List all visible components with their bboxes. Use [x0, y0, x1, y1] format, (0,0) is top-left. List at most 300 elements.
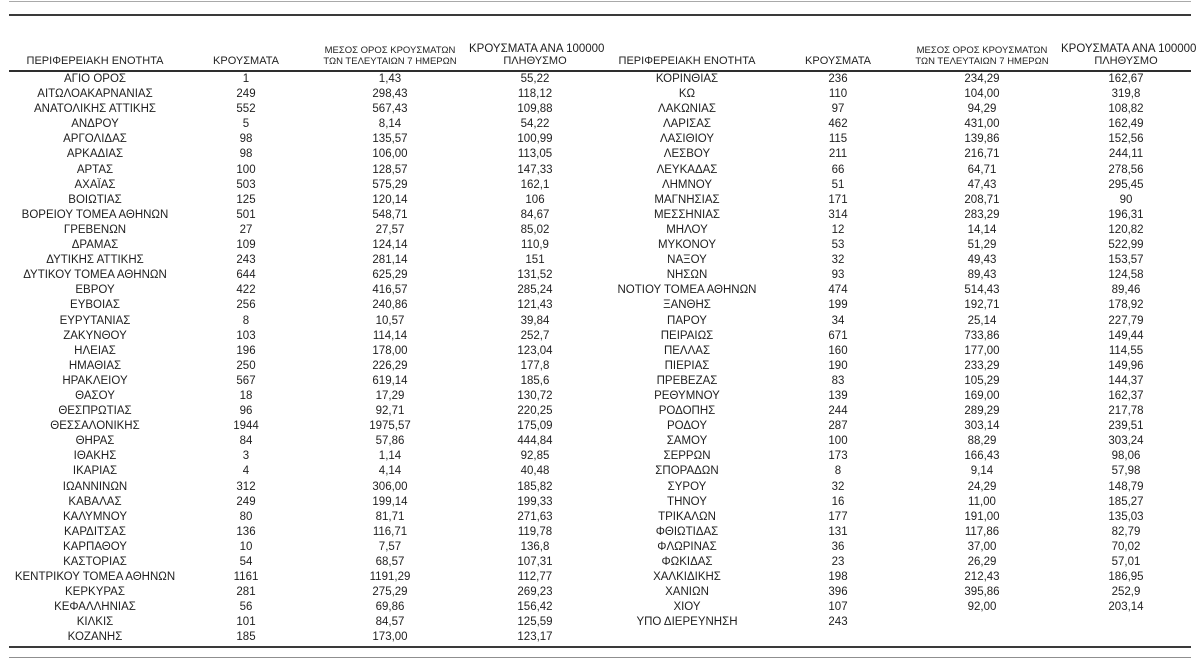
- per100k-cell: 108,82: [1108, 103, 1144, 116]
- cases-cell: 281: [236, 586, 256, 599]
- cases-cell: 501: [236, 208, 256, 221]
- cases-cell: 190: [828, 359, 848, 372]
- table-row: [601, 208, 1191, 223]
- table-header-left: [9, 16, 605, 71]
- avg7-cell: 192,71: [964, 299, 1000, 312]
- region-cell: ΠΙΕΡΙΑΣ: [664, 359, 710, 372]
- cases-cell: 32: [831, 254, 845, 267]
- avg7-cell: 84,57: [375, 616, 405, 629]
- table-row: [9, 87, 601, 102]
- avg7-cell: 116,71: [372, 525, 408, 538]
- avg7-cell: 199,14: [372, 495, 408, 508]
- cases-cell: 196: [236, 344, 256, 357]
- cases-cell: 236: [828, 73, 848, 85]
- table-row: [9, 71, 601, 87]
- region-cell: ΒΟΡΕΙΟΥ ΤΟΜΕΑ ΑΘΗΝΩΝ: [21, 208, 169, 221]
- cases-cell: 115: [828, 133, 848, 146]
- cases-cell: 644: [236, 269, 256, 282]
- cases-cell: 34: [831, 314, 845, 327]
- table-row: [9, 555, 601, 570]
- column-header-region: ΠΕΡΙΦΕΡΕΙΑΚΗ ΕΝΟΤΗΤΑ: [601, 16, 773, 71]
- region-cell: ΑΡΚΑΔΙΑΣ: [66, 148, 124, 161]
- region-cell: ΦΛΩΡΙΝΑΣ: [657, 540, 717, 553]
- region-cell: ΕΒΡΟΥ: [75, 284, 115, 297]
- avg7-cell: 166,43: [964, 450, 1000, 463]
- column-header-per100k-line2: ΠΛΗΘΥΣΜΟ: [1094, 55, 1158, 67]
- region-cell: ΧΑΛΚΙΔΙΚΗΣ: [653, 571, 721, 584]
- cases-cell: 1161: [233, 571, 259, 584]
- table-row: [9, 208, 601, 223]
- avg7-cell: 81,71: [375, 510, 405, 523]
- avg7-cell: 114,14: [372, 329, 408, 342]
- per100k-cell: 112,77: [517, 571, 553, 584]
- table-row: [601, 419, 1191, 434]
- region-cell: ΧΑΝΙΩΝ: [665, 586, 709, 599]
- cases-cell: 8: [242, 314, 250, 327]
- region-cell: ΜΑΓΝΗΣΙΑΣ: [654, 193, 720, 206]
- avg7-cell: 240,86: [372, 299, 408, 312]
- cases-cell: 101: [236, 616, 256, 629]
- per100k-cell: 39,84: [520, 314, 550, 327]
- avg7-cell: 57,86: [375, 435, 405, 448]
- cases-cell: 287: [828, 420, 848, 433]
- avg7-cell: 94,29: [967, 103, 997, 116]
- avg7-cell: 733,86: [964, 329, 1000, 342]
- per100k-cell: 244,11: [1108, 148, 1144, 161]
- avg7-cell: 9,14: [970, 465, 994, 478]
- cases-cell: 211: [828, 148, 848, 161]
- column-header-cases: ΚΡΟΥΣΜΑΤΑ: [773, 16, 903, 71]
- region-cell: ΚΑΡΠΑΘΟΥ: [63, 540, 127, 553]
- per100k-cell: 107,31: [517, 556, 553, 568]
- avg7-cell: 104,00: [964, 88, 1000, 101]
- per100k-cell: 82,79: [1111, 525, 1141, 538]
- cases-cell: 16: [831, 495, 845, 508]
- region-cell: ΜΕΣΣΗΝΙΑΣ: [653, 208, 721, 221]
- avg7-cell: 169,00: [964, 389, 1000, 402]
- table-row: [601, 314, 1191, 329]
- region-cell: ΝΑΞΟΥ: [667, 254, 707, 267]
- avg7-cell: 575,29: [372, 178, 408, 191]
- table-row: [601, 359, 1191, 374]
- avg7-cell: 4,14: [378, 465, 402, 478]
- per100k-cell: 185,27: [1108, 495, 1144, 508]
- table-row: [9, 117, 601, 132]
- region-cell: ΝΗΣΩΝ: [666, 269, 708, 282]
- avg7-cell: 1975,57: [369, 420, 411, 433]
- table-row: [601, 283, 1191, 298]
- table-row: [9, 449, 601, 464]
- avg7-cell: 1,14: [378, 450, 402, 463]
- table-row: [601, 344, 1191, 359]
- per100k-cell: 106: [525, 193, 545, 206]
- table-row: [601, 374, 1191, 389]
- table-row: [601, 117, 1191, 132]
- per100k-cell: 125,59: [517, 616, 553, 629]
- avg7-cell: 177,00: [964, 344, 1000, 357]
- table-row: [9, 419, 601, 434]
- per100k-cell: 118,12: [517, 88, 553, 101]
- avg7-cell: 306,00: [372, 480, 408, 493]
- avg7-cell: 275,29: [372, 586, 408, 599]
- cases-cell: 314: [828, 208, 848, 221]
- avg7-cell: 208,71: [964, 193, 1000, 206]
- cases-cell: 185: [236, 631, 256, 644]
- region-cell: ΘΗΡΑΣ: [75, 435, 115, 448]
- table-row: [9, 102, 601, 117]
- cases-cell: 198: [828, 571, 848, 584]
- cases-cell: 250: [236, 359, 256, 372]
- table-row: [9, 178, 601, 193]
- per100k-cell: 217,78: [1108, 405, 1144, 418]
- per100k-cell: 162,67: [1108, 73, 1144, 85]
- table-row: [9, 238, 601, 253]
- cases-cell: 503: [236, 178, 256, 191]
- per100k-cell: 98,06: [1111, 450, 1141, 463]
- cases-cell: 83: [831, 374, 845, 387]
- region-cell: ΛΗΜΝΟΥ: [661, 178, 713, 191]
- region-cell: ΛΑΣΙΘΙΟΥ: [659, 133, 715, 146]
- avg7-cell: 233,29: [964, 359, 1000, 372]
- region-cell: ΛΑΚΩΝΙΑΣ: [658, 103, 716, 116]
- table-row: [601, 434, 1191, 449]
- avg7-cell: [903, 615, 1061, 630]
- table-row: [9, 193, 601, 208]
- avg7-cell: 178,00: [372, 344, 408, 357]
- cases-cell: 36: [831, 540, 845, 553]
- cases-cell: 422: [236, 284, 256, 297]
- table-row: [9, 464, 601, 479]
- cases-cell: 139: [828, 389, 848, 402]
- avg7-cell: 88,29: [967, 435, 997, 448]
- avg7-cell: 51,29: [967, 239, 997, 252]
- region-cell: ΚΕΝΤΡΙΚΟΥ ΤΟΜΕΑ ΑΘΗΝΩΝ: [14, 571, 176, 584]
- per100k-cell: 90: [1119, 193, 1133, 206]
- region-cell: ΙΚΑΡΙΑΣ: [72, 465, 118, 478]
- region-cell: ΑΓΙΟ ΟΡΟΣ: [63, 73, 126, 85]
- cases-cell: 96: [239, 405, 253, 418]
- cases-cell: 5: [242, 118, 250, 131]
- region-cell: ΡΕΘΥΜΝΟΥ: [654, 389, 720, 402]
- avg7-cell: 226,29: [372, 359, 408, 372]
- column-header-avg7: [903, 16, 1061, 71]
- per100k-cell: 123,17: [517, 631, 553, 644]
- column-header-avg7-line1: ΜΕΣΟΣ ΟΡΟΣ ΚΡΟΥΣΜΑΤΩΝ: [324, 45, 456, 56]
- avg7-cell: 619,14: [372, 374, 408, 387]
- cases-cell: 312: [236, 480, 256, 493]
- per100k-cell: 113,05: [517, 148, 553, 161]
- per100k-cell: 121,43: [517, 299, 553, 312]
- table-row: [601, 71, 1191, 87]
- region-cell: ΚΑΛΥΜΝΟΥ: [63, 510, 127, 523]
- table-row: [601, 600, 1191, 615]
- table-row: [601, 102, 1191, 117]
- table-row: [9, 132, 601, 147]
- table-row: [601, 87, 1191, 102]
- cases-cell: 109: [236, 239, 256, 252]
- cases-table-left: [9, 16, 605, 646]
- table-row: [601, 464, 1191, 479]
- table-row: [601, 389, 1191, 404]
- cases-cell: 567: [236, 374, 256, 387]
- cases-cell: 8: [834, 465, 842, 478]
- per100k-cell: 124,58: [1108, 269, 1144, 282]
- region-cell: ΣΥΡΟΥ: [667, 480, 707, 493]
- region-cell: ΡΟΔΟΥ: [666, 420, 708, 433]
- region-cell: ΑΧΑΪΑΣ: [74, 178, 116, 191]
- avg7-cell: 283,29: [964, 208, 1000, 221]
- table-row: [9, 268, 601, 283]
- table-row: [9, 540, 601, 555]
- avg7-cell: 431,00: [964, 118, 1000, 131]
- cases-cell: 1944: [233, 420, 259, 433]
- avg7-cell: 106,00: [372, 148, 408, 161]
- region-cell: ΛΕΥΚΑΔΑΣ: [656, 163, 718, 176]
- cases-cell: 160: [828, 344, 848, 357]
- cases-cell: 249: [236, 88, 256, 101]
- per100k-cell: 144,37: [1108, 374, 1144, 387]
- cases-cell: 23: [831, 556, 845, 568]
- table-row: [9, 570, 601, 585]
- cases-cell: 97: [831, 103, 845, 116]
- per100k-cell: 196,31: [1108, 208, 1144, 221]
- avg7-cell: 514,43: [964, 284, 1000, 297]
- avg7-cell: 49,43: [967, 254, 997, 267]
- region-cell: ΕΥΡΥΤΑΝΙΑΣ: [59, 314, 131, 327]
- table-body-left: [9, 71, 601, 646]
- avg7-cell: 139,86: [964, 133, 1000, 146]
- top-divider-thin: [9, 1, 1191, 2]
- region-cell: ΑΝΔΡΟΥ: [71, 118, 119, 131]
- per100k-cell: 89,46: [1111, 284, 1141, 297]
- region-cell: ΚΑΡΔΙΤΣΑΣ: [64, 525, 126, 538]
- table-row: [9, 359, 601, 374]
- per100k-cell: 185,6: [520, 374, 550, 387]
- cases-cell: 199: [828, 299, 848, 312]
- column-header-avg7: [311, 16, 469, 71]
- column-header-cases: ΚΡΟΥΣΜΑΤΑ: [181, 16, 311, 71]
- cases-cell: 474: [828, 284, 848, 297]
- region-cell: ΣΑΜΟΥ: [666, 435, 708, 448]
- avg7-cell: 216,71: [964, 148, 1000, 161]
- avg7-cell: 37,00: [967, 540, 997, 553]
- per100k-cell: 40,48: [520, 465, 550, 478]
- table-row: [601, 404, 1191, 419]
- avg7-cell: 14,14: [967, 223, 997, 236]
- per100k-cell: 147,33: [517, 163, 553, 176]
- region-cell: ΧΙΟΥ: [673, 601, 701, 614]
- table-row: [9, 314, 601, 329]
- region-cell: ΔΡΑΜΑΣ: [71, 239, 119, 252]
- per100k-cell: 85,02: [520, 223, 550, 236]
- avg7-cell: 395,86: [964, 586, 1000, 599]
- per100k-cell: 199,33: [517, 495, 553, 508]
- per100k-cell: 185,82: [517, 480, 553, 493]
- table-row: [601, 480, 1191, 495]
- table-row: [601, 298, 1191, 313]
- cases-cell: 177: [828, 510, 848, 523]
- region-cell: ΣΠΟΡΑΔΩΝ: [655, 465, 719, 478]
- avg7-cell: 234,29: [964, 73, 1000, 85]
- cases-cell: 462: [828, 118, 848, 131]
- table-row: [601, 555, 1191, 570]
- per100k-cell: 177,8: [520, 359, 550, 372]
- region-cell: ΝΟΤΙΟΥ ΤΟΜΕΑ ΑΘΗΝΩΝ: [617, 284, 757, 297]
- table-row: [9, 374, 601, 389]
- table-row: [601, 223, 1191, 238]
- table-row: [9, 389, 601, 404]
- table-row: [601, 570, 1191, 585]
- cases-cell: 103: [236, 329, 256, 342]
- per100k-cell: 178,92: [1108, 299, 1144, 312]
- table-row: [9, 404, 601, 419]
- avg7-cell: 298,43: [372, 88, 408, 101]
- cases-cell: 110: [828, 88, 848, 101]
- per100k-cell: 151: [525, 254, 545, 267]
- avg7-cell: 17,29: [375, 389, 405, 402]
- per100k-cell: 70,02: [1111, 540, 1141, 553]
- per100k-cell: 252,9: [1111, 586, 1141, 599]
- per100k-cell: 522,99: [1108, 239, 1144, 252]
- bottom-divider-thin: [9, 657, 1191, 658]
- table-row: [601, 540, 1191, 555]
- region-cell: ΑΙΤΩΛΟΑΚΑΡΝΑΝΙΑΣ: [37, 88, 153, 101]
- avg7-cell: 8,14: [378, 118, 402, 131]
- region-cell: ΔΥΤΙΚΗΣ ΑΤΤΙΚΗΣ: [46, 254, 144, 267]
- table-row: [9, 147, 601, 162]
- table-row: [9, 585, 601, 600]
- avg7-cell: 124,14: [372, 239, 408, 252]
- per100k-cell: 110,9: [521, 239, 549, 252]
- table-row: [9, 525, 601, 540]
- avg7-cell: 11,00: [968, 495, 996, 508]
- header-row: [601, 16, 1191, 71]
- per100k-cell: 54,22: [520, 118, 550, 131]
- per100k-cell: 130,72: [517, 389, 553, 402]
- per100k-cell: 269,23: [517, 586, 553, 599]
- header-row: [9, 16, 601, 71]
- column-header-avg7-line2: ΤΩΝ ΤΕΛΕΥΤΑΙΩΝ 7 ΗΜΕΡΩΝ: [323, 56, 457, 67]
- cases-cell: 93: [831, 269, 845, 282]
- region-cell: ΚΕΡΚΥΡΑΣ: [65, 586, 125, 599]
- per100k-cell: 148,79: [1108, 480, 1144, 493]
- per100k-cell: 285,24: [517, 284, 553, 297]
- cases-cell: 136: [236, 525, 256, 538]
- per100k-cell: 120,82: [1108, 223, 1144, 236]
- region-cell: ΚΩ: [678, 88, 696, 101]
- table-row: [601, 147, 1191, 162]
- cases-cell: 1: [242, 73, 250, 85]
- region-cell: ΓΡΕΒΕΝΩΝ: [63, 223, 127, 236]
- per100k-cell: 153,57: [1108, 254, 1144, 267]
- avg7-cell: 625,29: [372, 269, 408, 282]
- cases-cell: 125: [236, 193, 256, 206]
- table-row: [601, 268, 1191, 283]
- cases-cell: 173: [828, 450, 848, 463]
- region-cell: ΠΕΙΡΑΙΩΣ: [660, 329, 714, 342]
- per100k-cell: 220,25: [517, 405, 553, 418]
- region-cell: ΛΑΡΙΣΑΣ: [662, 118, 712, 131]
- region-cell: ΗΛΕΙΑΣ: [74, 344, 116, 357]
- avg7-cell: 1,43: [378, 73, 402, 85]
- column-header-per100k: [1061, 16, 1197, 71]
- cases-cell: 32: [831, 480, 845, 493]
- table-row: [9, 600, 601, 615]
- region-cell: ΘΑΣΟΥ: [75, 389, 115, 402]
- table-row: [9, 630, 601, 645]
- per100k-cell: 149,96: [1108, 359, 1144, 372]
- avg7-cell: 567,43: [372, 103, 408, 116]
- column-header-avg7-line1: ΜΕΣΟΣ ΟΡΟΣ ΚΡΟΥΣΜΑΤΩΝ: [916, 45, 1048, 56]
- per100k-cell: 156,42: [517, 601, 553, 614]
- region-cell: ΜΥΚΟΝΟΥ: [657, 239, 717, 252]
- avg7-cell: 135,57: [372, 133, 408, 146]
- table-row: [9, 298, 601, 313]
- region-cell: ΤΡΙΚΑΛΩΝ: [658, 510, 716, 523]
- per100k-cell: 186,95: [1108, 571, 1144, 584]
- per100k-cell: 135,03: [1108, 510, 1144, 523]
- avg7-cell: 117,86: [964, 525, 1000, 538]
- avg7-cell: 64,71: [967, 163, 997, 176]
- table-row: [601, 585, 1191, 600]
- per100k-cell: 136,8: [520, 540, 550, 553]
- per100k-cell: 84,67: [520, 208, 550, 221]
- cases-cell: 53: [831, 239, 845, 252]
- region-cell: ΖΑΚΥΝΘΟΥ: [63, 329, 127, 342]
- region-cell: ΑΡΓΟΛΙΔΑΣ: [63, 133, 127, 146]
- table-row: [601, 253, 1191, 268]
- region-cell: ΑΝΑΤΟΛΙΚΗΣ ΑΤΤΙΚΗΣ: [33, 103, 156, 116]
- table-row: [601, 238, 1191, 253]
- table-row: [601, 495, 1191, 510]
- per100k-cell: 109,88: [517, 103, 553, 116]
- region-cell: ΚΟΖΑΝΗΣ: [67, 631, 123, 644]
- region-cell: ΚΙΛΚΙΣ: [76, 616, 114, 629]
- cases-cell: 12: [831, 223, 845, 236]
- cases-cell: 243: [828, 616, 848, 629]
- cases-table-right: [601, 16, 1197, 630]
- avg7-cell: 10,57: [375, 314, 405, 327]
- region-cell: ΔΥΤΙΚΟΥ ΤΟΜΕΑ ΑΘΗΝΩΝ: [23, 269, 167, 282]
- per100k-cell: 119,78: [517, 525, 553, 538]
- region-cell: ΒΟΙΩΤΙΑΣ: [68, 193, 122, 206]
- cases-cell: 27: [239, 223, 253, 236]
- table-row: [9, 163, 601, 178]
- column-header-region: ΠΕΡΙΦΕΡΕΙΑΚΗ ΕΝΟΤΗΤΑ: [9, 16, 181, 71]
- per100k-cell: 295,45: [1108, 178, 1144, 191]
- column-header-per100k-line2: ΠΛΗΘΥΣΜΟ: [503, 55, 567, 67]
- per100k-cell: 123,04: [517, 344, 553, 357]
- per100k-cell: 303,24: [1108, 435, 1144, 448]
- avg7-cell: 1191,29: [369, 571, 411, 584]
- cases-cell: 396: [828, 586, 848, 599]
- table-row: [601, 615, 1191, 630]
- cases-cell: 100: [236, 163, 256, 176]
- per100k-cell: 203,14: [1108, 601, 1144, 614]
- per100k-cell: 114,55: [1108, 344, 1144, 357]
- cases-cell: 131: [828, 525, 848, 538]
- cases-cell: 244: [828, 405, 848, 418]
- per100k-cell: 271,63: [517, 510, 553, 523]
- region-cell: ΘΕΣΠΡΩΤΙΑΣ: [58, 405, 132, 418]
- table-row: [9, 615, 601, 630]
- cases-cell: 80: [239, 510, 253, 523]
- region-cell: ΞΑΝΘΗΣ: [663, 299, 711, 312]
- per100k-cell: 239,51: [1108, 420, 1144, 433]
- avg7-cell: 416,57: [372, 284, 408, 297]
- per100k-cell: 131,52: [517, 269, 553, 282]
- table-header-right: [601, 16, 1197, 71]
